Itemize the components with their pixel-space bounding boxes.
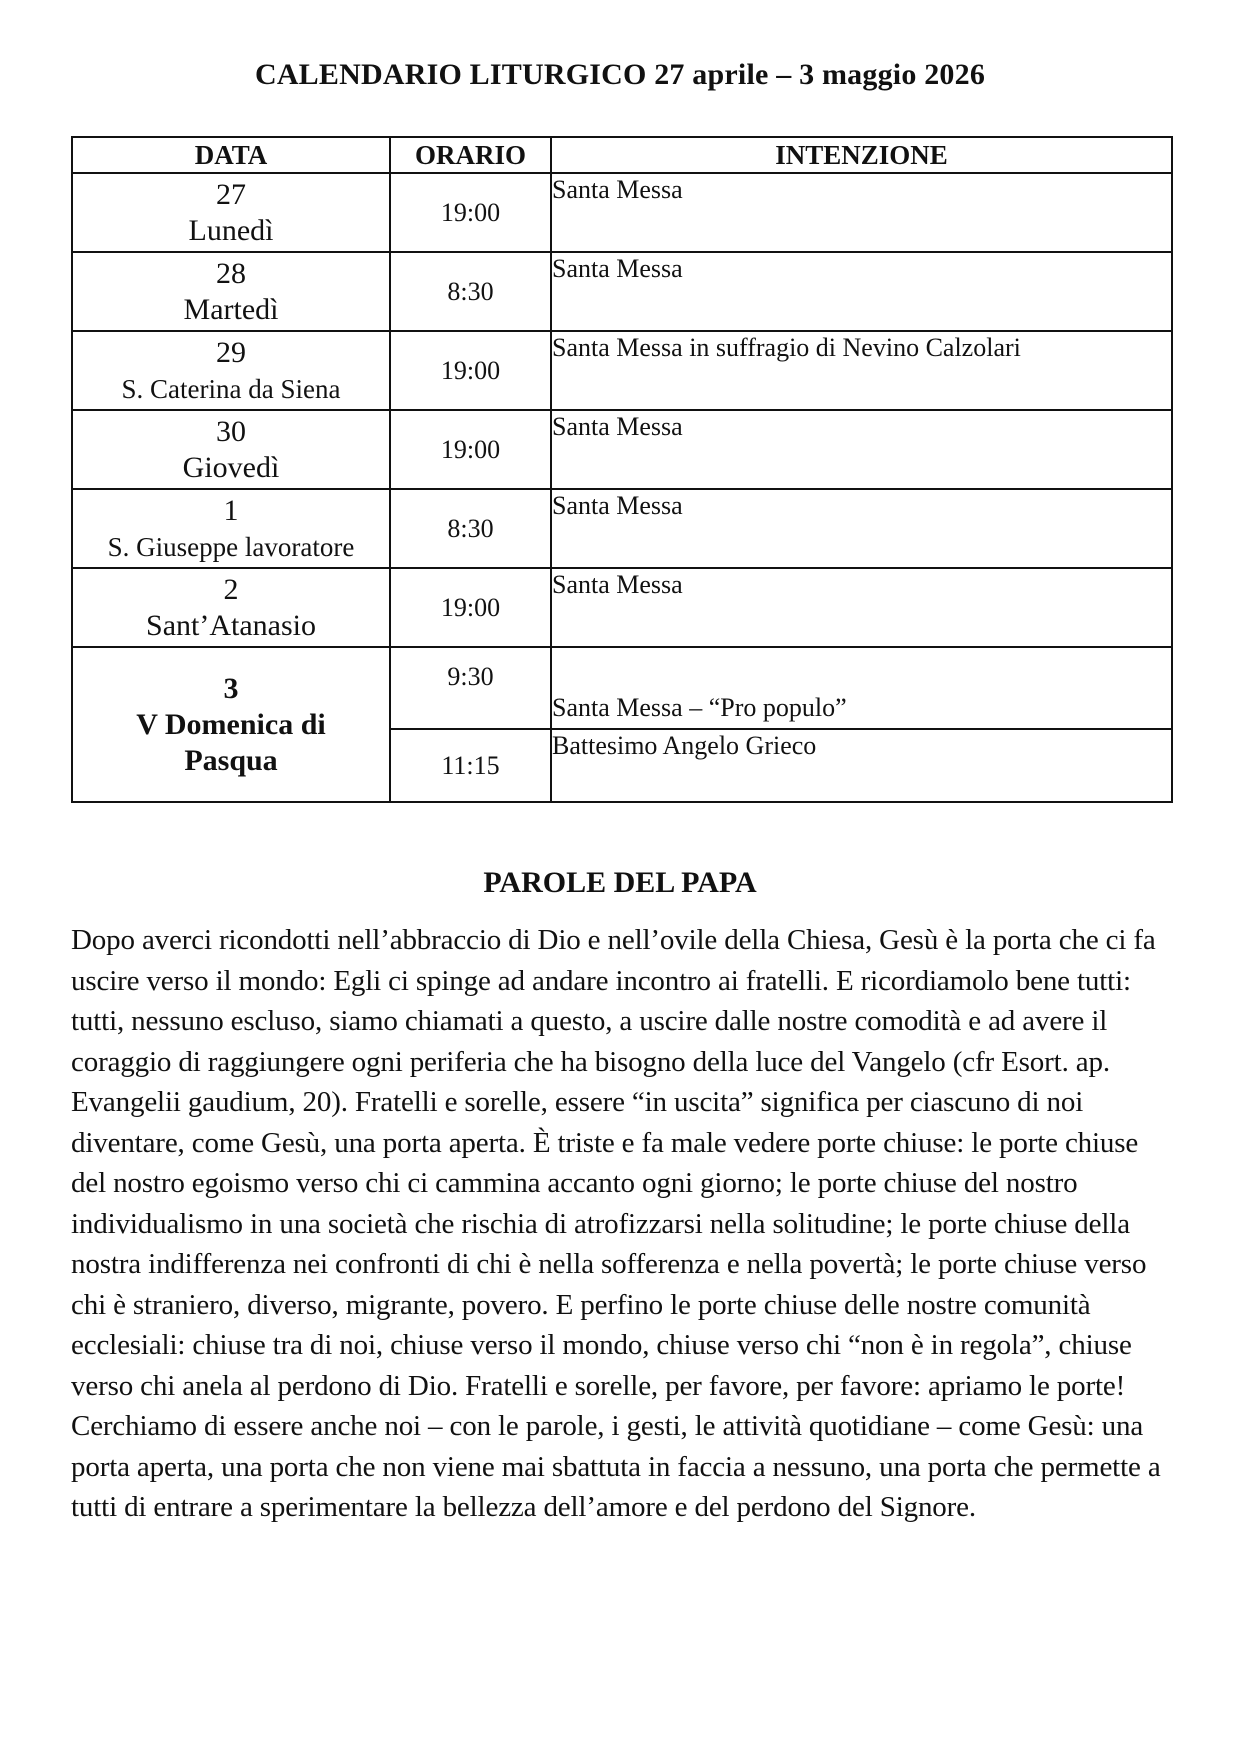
date-cell [72,331,390,410]
intention-cell: Santa Messa [551,568,1172,647]
intention-cell: Santa Messa [551,252,1172,331]
page-title: CALENDARIO LITURGICO 27 aprile – 3 maggio 2026 [254,58,986,91]
day-number: 28 [216,256,246,290]
day-number: 3 [223,671,239,705]
day-name: Giovedì [182,450,280,484]
day-number: 27 [216,177,246,211]
intention-cell: Santa Messa in suffragio di Nevino Calzolari [551,331,1172,410]
time-cell: 8:30 [390,489,551,568]
date-cell [72,173,390,252]
intention-cell: Santa Messa – “Pro populo” [551,647,1172,729]
intention-cell: Santa Messa [551,489,1172,568]
time-cell: 19:00 [390,568,551,647]
section-title: PAROLE DEL PAPA [483,866,757,899]
table-header-row [72,137,1172,173]
time-cell: 11:15 [390,729,551,802]
day-name: V Domenica di [136,707,326,741]
day-name: Sant’Atanasio [146,608,316,642]
intention-cell: Battesimo Angelo Grieco [551,729,1172,802]
table-row [72,331,1172,410]
day-name-continued: Pasqua [184,743,278,777]
day-name: S. Caterina da Siena [121,373,341,404]
date-cell [72,252,390,331]
day-number: 29 [216,335,246,369]
date-cell [72,410,390,489]
day-name: S. Giuseppe lavoratore [107,531,355,562]
pope-words-paragraph: Dopo averci ricondotti nell’abbraccio di Dio e nell’ovile della Chiesa, Gesù è la porta che ci fa uscire verso il mondo: Egli ci spinge ad andare incontro ai fratelli. E ricordiamolo bene tutti: tutti, nessuno escluso, siamo chiamati a questo, a uscire dalle nostre comodità e ad avere il coraggio di raggiungere ogni periferia che ha bisogno della luce del Vangelo (cfr Esort. ap. Evangelii gaudium, 20). Fratelli e sorelle, essere “in uscita” significa per ciascuno di noi diventare, come Gesù, una porta aperta. È triste e fa male vedere porte chiuse: le porte chiuse del nostro egoismo verso chi ci cammina accanto ogni giorno; le porte chiuse del nostro individualismo in una società che rischia di atrofizzarsi nella solitudine; le porte chiuse della nostra indifferenza nei confronti di chi è nella sofferenza e nella povertà; le porte chiuse verso chi è straniero, diverso, migrante, povero. E perfino le porte chiuse delle nostre comunità ecclesiali: chiuse tra di noi, chiuse verso il mondo, chiuse verso chi “non è in regola”, chiuse verso chi anela al perdono di Dio. Fratelli e sorelle, per favore, per favore: apriamo le porte! Cerchiamo di essere anche noi – con le parole, i gesti, le attività quotidiane – come Gesù: una porta aperta, una porta che non viene mai sbattuta in faccia a nessuno, una porta che permette a tutti di entrare a sperimentare la bellezza dell’amore e del perdono del Signore. [71,924,1161,1523]
time-cell: 19:00 [390,331,551,410]
day-number: 2 [223,572,239,606]
date-cell [72,568,390,647]
header-time: ORARIO [390,137,551,173]
header-intention: INTENZIONE [551,137,1172,173]
table-row [72,489,1172,568]
header-date: DATA [72,137,390,173]
day-name: Lunedì [188,213,274,247]
day-name: Martedì [183,292,279,326]
table-row [72,410,1172,489]
table-row [72,568,1172,647]
table-row [72,173,1172,252]
time-cell: 8:30 [390,252,551,331]
intention-cell: Santa Messa [551,410,1172,489]
time-cell: 19:00 [390,173,551,252]
time-cell: 19:00 [390,410,551,489]
date-cell [72,647,390,802]
liturgical-calendar-table [71,136,1173,803]
day-number: 1 [223,493,239,527]
table-row [72,252,1172,331]
time-cell: 9:30 [390,647,551,729]
intention-cell: Santa Messa [551,173,1172,252]
table-row [72,647,1172,729]
day-number: 30 [216,414,246,448]
date-cell [72,489,390,568]
